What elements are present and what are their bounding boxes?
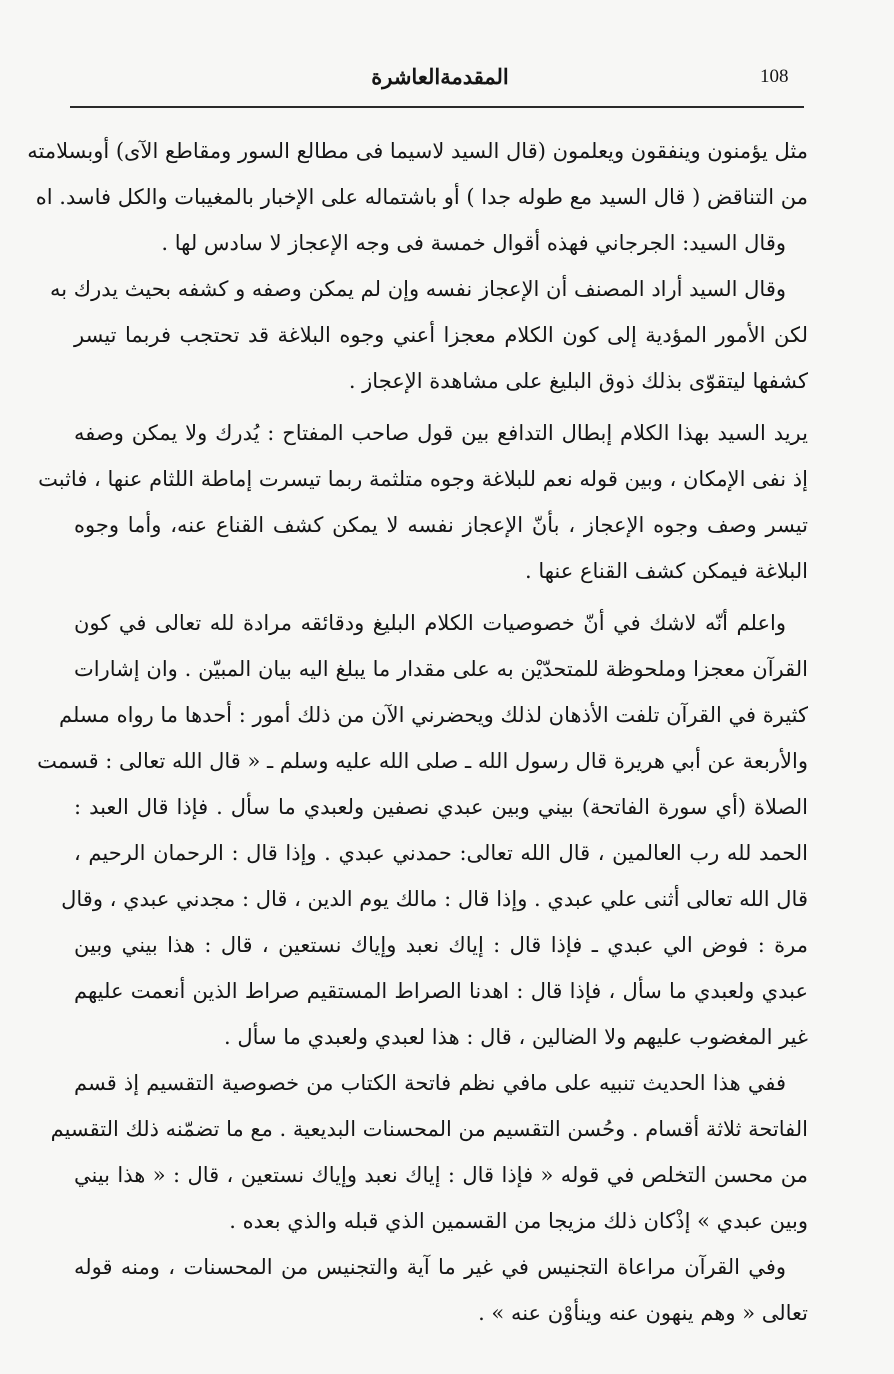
- text-line: كشفها ليتقوّى بذلك ذوق البليغ على مشاهدة الإعجاز .: [348, 369, 808, 393]
- text-line: وفي القرآن مراعاة التجنيس في غير ما آية والتجنيس من المحسنات ، ومنه قوله: [74, 1255, 786, 1279]
- paragraph: [50, 1060, 808, 1244]
- text-line: البلاغة فيمكن كشف القناع عنها .: [524, 559, 808, 583]
- text-line: من محسن التخلص في قوله « فإذا قال : إياك نعبد وإياك نستعين ، قال : « هذا بيني: [74, 1163, 808, 1187]
- text-line: وبين عبدي » إذْكان ذلك مزيجا من القسمين الذي قبله والذي بعده .: [229, 1209, 808, 1233]
- text-line: يريد السيد بهذا الكلام إبطال التدافع بين قول صاحب المفتاح : يُدرك ولا يمكن وصفه: [74, 421, 808, 445]
- paragraph: [38, 410, 808, 594]
- text-line: الحمد لله رب العالمين ، قال الله تعالى: حمدني عبدي . وإذا قال : الرحمان الرحيم ،: [74, 841, 808, 865]
- text-line: الصلاة (أي سورة الفاتحة) بيني وبين عبدي نصفين ولعبدي ما سأل . فإذا قال العبد :: [74, 795, 808, 819]
- running-title: المقدمةالعاشرة: [371, 64, 509, 89]
- text-line: إذ نفى الإمكان ، وبين قوله نعم للبلاغة وجوه متلثمة ربما تيسرت إماطة اللثام عنها ، فاثبت: [38, 467, 808, 491]
- text-line: عبدي ولعبدي ما سأل ، فإذا قال : اهدنا الصراط المستقيم صراط الذين أنعمت عليهم: [74, 979, 808, 1003]
- text-line: مثل يؤمنون وينفقون ويعلمون (قال السيد لاسيما فى مطالع السور ومقاطع الآى) أوبسلامته: [27, 139, 808, 163]
- text-line: والأربعة عن أبي هريرة قال رسول الله ـ صلى الله عليه وسلم ـ « قال الله تعالى : قسمت: [37, 749, 808, 773]
- page-number: 108: [760, 66, 789, 87]
- text-line: قال الله تعالى أثنى علي عبدي . وإذا قال : مالك يوم الدين ، قال : مجدني عبدي ، وقال: [61, 887, 808, 911]
- paragraph: [50, 266, 808, 404]
- text-line: مرة : فوض الي عبدي ـ فإذا قال : إياك نعبد وإياك نستعين ، قال : هذا بيني وبين: [74, 933, 808, 957]
- header-rule: [70, 106, 804, 108]
- text-line: كثيرة في القرآن تلفت الأذهان لذلك ويحضرني الآن من ذلك أمور : أحدها ما رواه مسلم: [59, 703, 808, 727]
- text-line: وقال السيد أراد المصنف أن الإعجاز نفسه وإن لم يمكن وصفه و كشفه بحيث يدرك به: [50, 277, 786, 301]
- text-line: وقال السيد: الجرجاني فهذه أقوال خمسة فى وجه الإعجاز لا سادس لها .: [161, 231, 786, 255]
- paragraph: [27, 128, 808, 266]
- text-line: الفاتحة ثلاثة أقسام . وحُسن التقسيم من المحسنات البديعية . مع ما تضمّنه ذلك التقسيم: [50, 1117, 808, 1141]
- text-line: واعلم أنّه لاشك في أنّ خصوصيات الكلام البليغ ودقائقه مرادة لله تعالى في كون: [74, 611, 786, 635]
- paragraph: [37, 600, 808, 1060]
- paragraph: [74, 1244, 808, 1336]
- text-line: تعالى « وهم ينهون عنه وينأوْن عنه » .: [478, 1301, 808, 1325]
- text-line: ففي هذا الحديث تنبيه على مافي نظم فاتحة الكتاب من خصوصية التقسيم إذ قسم: [74, 1071, 787, 1095]
- text-line: من التناقض ( قال السيد مع طوله جدا ) أو باشتماله على الإخبار بالمغيبات والكل فاسد. اه: [35, 185, 808, 209]
- text-line: لكن الأمور المؤدية إلى كون الكلام معجزا أعني وجوه البلاغة قد تحتجب فربما تيسر: [74, 323, 808, 347]
- text-line: القرآن معجزا وملحوظة للمتحدّيْن به على مقدار ما يبلغ اليه بيان المبيّن . وان إشارات: [74, 657, 808, 681]
- text-line: تيسر وصف وجوه الإعجاز ، بأنّ الإعجاز نفسه لا يمكن كشف القناع عنه، وأما وجوه: [74, 513, 808, 537]
- text-line: غير المغضوب عليهم ولا الضالين ، قال : هذا لعبدي ولعبدي ما سأل .: [223, 1025, 808, 1049]
- page-body: [27, 128, 808, 1336]
